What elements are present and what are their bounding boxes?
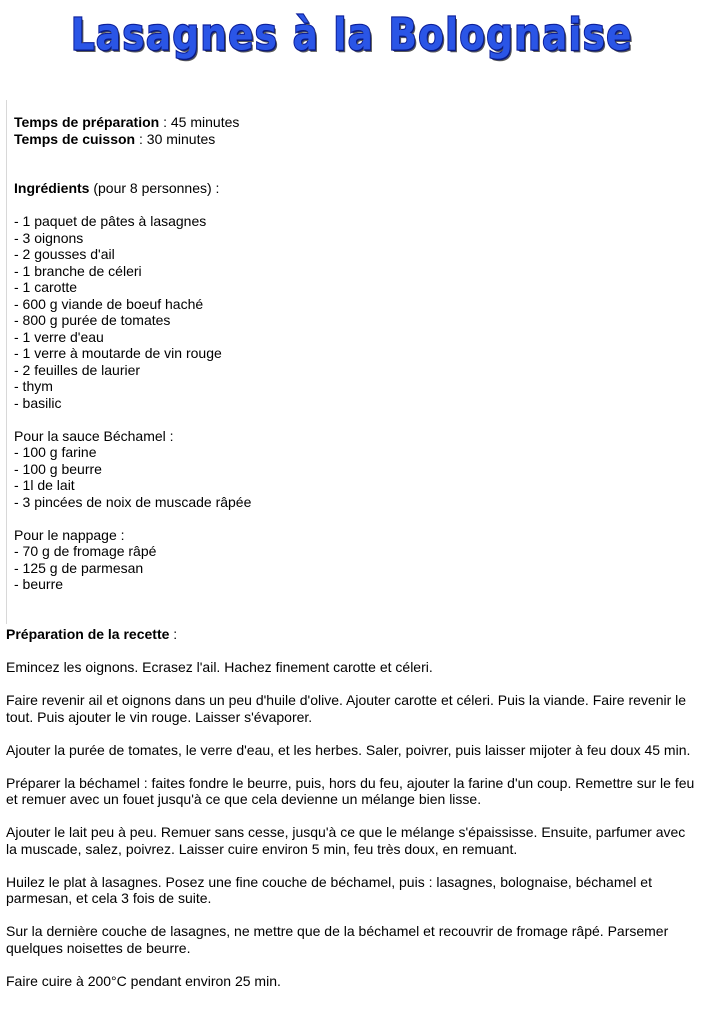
preparation-step: Ajouter la purée de tomates, le verre d'eau, et les herbes. Saler, poivrer, puis laisser mijoter à feu doux 45 min. <box>6 741 691 758</box>
preparation-step: Huilez le plat à lasagnes. Posez une fine couche de béchamel, puis : lasagnes, bolognaise, béchamel et parmesan, et cela 3 fois de suite. <box>6 873 652 906</box>
list-item: - 2 gousses d'ail <box>14 246 115 262</box>
list-item: - 2 feuilles de laurier <box>14 361 141 378</box>
list-item: - 125 g de parmesan <box>14 559 144 576</box>
nappage-list <box>14 543 704 593</box>
list-item: - thym <box>14 378 53 394</box>
cook-time-label: Temps de cuisson <box>14 130 136 147</box>
list-item: - 1 verre d'eau <box>14 328 104 345</box>
list-item: - 70 g de fromage râpé <box>14 543 157 559</box>
cook-time <box>14 131 704 148</box>
preparation-step: Faire cuire à 200°C pendant environ 25 min. <box>6 972 281 989</box>
ingredients-label: Ingrédients <box>14 180 90 196</box>
preparation-step: Ajouter le lait peu à peu. Remuer sans cesse, jusqu'à ce que le mélange s'épaississe. Ensuite, parfumer avec la muscade, salez, poivrez. Laisser cuire environ 5 min, feu très doux, en remuant. <box>6 824 686 857</box>
nappage-heading: Pour le nappage : <box>14 526 125 543</box>
preparation-section <box>6 626 696 1006</box>
list-item: - 1l de lait <box>14 477 75 493</box>
preparation-colon: : <box>169 626 178 642</box>
list-item: - 100 g beurre <box>14 460 102 477</box>
preparation-step: Préparer la béchamel : faites fondre le beurre, puis, hors du feu, ajouter la farine d'un coup. Remettre sur le feu et remuer avec un fouet jusqu'à ce que cela devienne un mélange bien lisse. <box>6 774 695 807</box>
list-item: - 800 g purée de tomates <box>14 312 171 328</box>
list-item: - 1 carotte <box>14 279 78 295</box>
list-item: - beurre <box>14 576 64 592</box>
recipe-title: Lasagnes à la Bolognaise <box>70 9 634 61</box>
list-item: - basilic <box>14 394 62 411</box>
preparation-label: Préparation de la recette <box>6 626 170 642</box>
cook-time-value: : 30 minutes <box>135 130 216 147</box>
bechamel-heading: Pour la sauce Béchamel : <box>14 427 174 444</box>
list-item: - 100 g farine <box>14 444 97 460</box>
preparation-heading <box>6 626 696 643</box>
list-item: - 3 oignons <box>14 229 84 246</box>
bechamel-list <box>14 444 704 510</box>
preparation-step: Faire revenir ail et oignons dans un peu d'huile d'olive. Ajouter carotte et céleri. Puis la viande. Faire revenir le tout. Puis ajouter le vin rouge. Laisser s'évaporer. <box>6 692 687 725</box>
preparation-step: Emincez les oignons. Ecrasez l'ail. Hachez finement carotte et céleri. <box>6 659 433 675</box>
prep-time-value: : 45 minutes <box>159 114 240 130</box>
list-item: - 1 branche de céleri <box>14 262 142 279</box>
ingredients-list <box>14 213 704 411</box>
ingredients-servings: (pour 8 personnes) : <box>89 180 220 196</box>
list-item: - 1 verre à moutarde de vin rouge <box>14 345 222 361</box>
prep-time <box>14 114 704 131</box>
prep-time-label: Temps de préparation <box>14 114 160 130</box>
ingredients-heading <box>14 180 704 197</box>
list-item: - 1 paquet de pâtes à lasagnes <box>14 213 207 229</box>
preparation-step: Sur la dernière couche de lasagnes, ne mettre que de la béchamel et recouvrir de fromage râpé. Parsemer quelques noisettes de beurre. <box>6 923 669 956</box>
recipe-info <box>6 100 704 624</box>
list-item: - 3 pincées de noix de muscade râpée <box>14 493 252 510</box>
list-item: - 600 g viande de boeuf haché <box>14 295 204 312</box>
